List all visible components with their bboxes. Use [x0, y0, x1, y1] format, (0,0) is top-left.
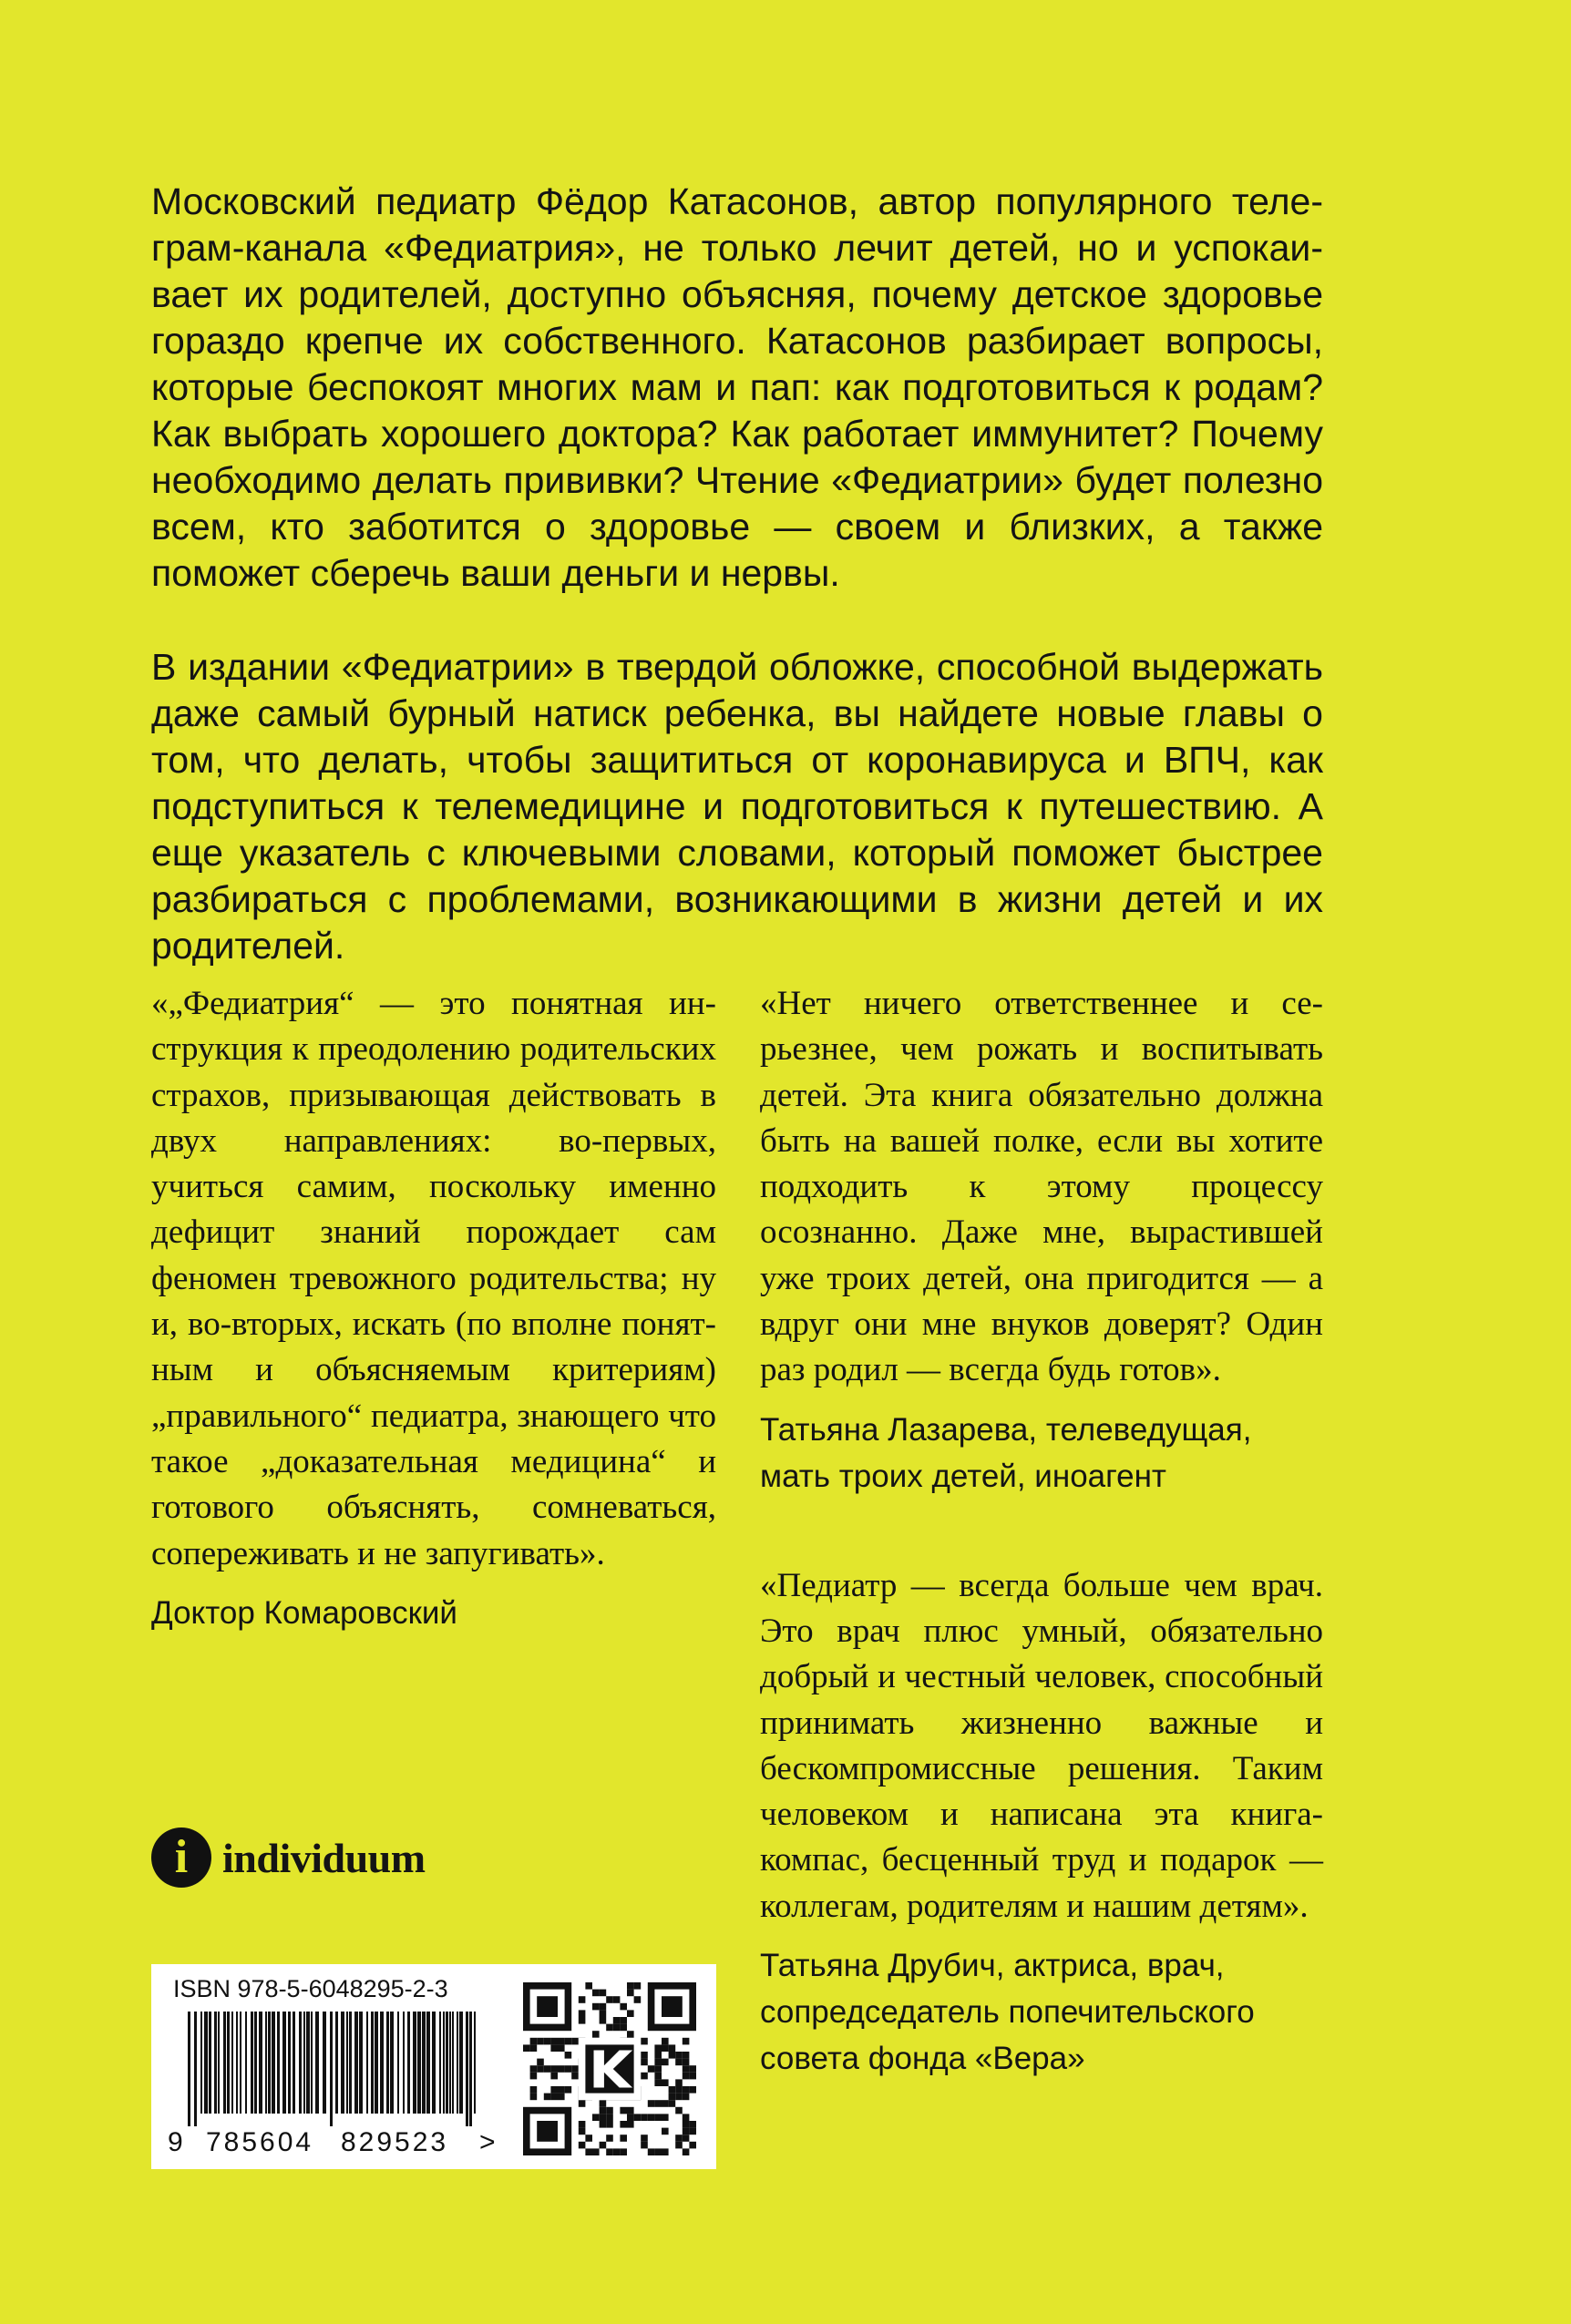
right-column — [760, 981, 1323, 2082]
barcode-panel — [151, 1964, 716, 2169]
quote-author: Татьяна Друбич, актриса, врач, сопредседатель попечительского совета фонда «Вера» — [760, 1948, 1255, 2077]
quote-drubich — [760, 1563, 1323, 2082]
barcode-digits-right: 829523 — [341, 2127, 449, 2157]
quote-text: «Нет ничего ответственнее и серьезнее, чем рожать и воспитывать детей. Эта книга обязательно должна быть на вашей полке, если вы хотите подходить к этому процессу осознанно. Даже мне, вырастившей уже троих детей, она пригодится — а вдруг они мне внуков доверят? Один раз родил — всегда будь готов». — [760, 985, 1323, 1389]
quote-author: Татьяна Лазарева, телеведущая, мать троих детей, иноагент — [760, 1411, 1252, 1494]
left-column — [151, 981, 716, 1636]
barcode-digits-left: 785604 — [206, 2127, 314, 2157]
barcode-digit-first: 9 — [168, 2127, 183, 2157]
barcode-digit-end: > — [479, 2127, 496, 2157]
quote-komarovsky — [151, 981, 716, 1636]
qr-code-icon — [523, 1982, 696, 2155]
individuum-logo-icon: i — [151, 1827, 211, 1888]
description-paragraph-1: Московский педиатр Фёдор Катасонов, автор популярного телеграм-канала «Федиатрия», не только лечит детей, но и успокаивает их родителей, доступно объясняя, почему детское здоровье гораздо крепче их собственного. Катасонов разбирает вопросы, которые беспокоят многих мам и пап: как подготовиться к родам? Как выбрать хорошего доктора? Как работает иммунитет? Почему необходимо делать прививки? Чтение «Федиатрии» будет полезно всем, кто заботится о здоровье — своем и близких, а также поможет сберечь ваши деньги и нервы. — [151, 180, 1323, 594]
publisher-name: individuum — [222, 1834, 426, 1881]
description-paragraph-2: В издании «Федиатрии» в твердой обложке, способной выдержать даже самый бурный натиск ребенка, вы найдете новые главы о том, что делать, чтобы защититься от коронавируса и ВПЧ, как подступиться к телемедицине и подготовиться к путешествию. А еще указатель с ключевыми словами, который поможет быстрее разбираться с проблемами, возникающими в жизни детей и их родителей. — [151, 646, 1323, 967]
quote-author: Доктор Комаровский — [151, 1594, 457, 1631]
barcode-icon — [188, 2012, 488, 2126]
publisher-logo — [151, 1827, 426, 1888]
quote-lazareva — [760, 981, 1323, 1500]
quote-text: «Педиатр — всегда больше чем врач. Это врач плюс умный, обязательно добрый и честный человек, способный принимать жизненно важные и бескомпромиссные решения. Таким человеком и написана эта книга-компас, бесценный труд и подарок — коллегам, родителям и нашим детям». — [760, 1566, 1323, 1925]
quote-text: «„Федиатрия“ — это понятная инструкция к преодолению родительских страхов, призывающая действовать в двух направлениях: во-первых, учиться самим, поскольку именно дефицит знаний порождает сам феномен тревожного родительства; ну и, во-вторых, искать (по вполне понятным и объясняемым критериям) „правильного“ педиатра, знающего что такое „доказательная медицина“ и готового объяснять, сомневаться, сопереживать и не запугивать». — [151, 985, 716, 1572]
book-description — [151, 179, 1323, 969]
isbn-label: ISBN 978-5-6048295-2-3 — [173, 1975, 448, 2002]
